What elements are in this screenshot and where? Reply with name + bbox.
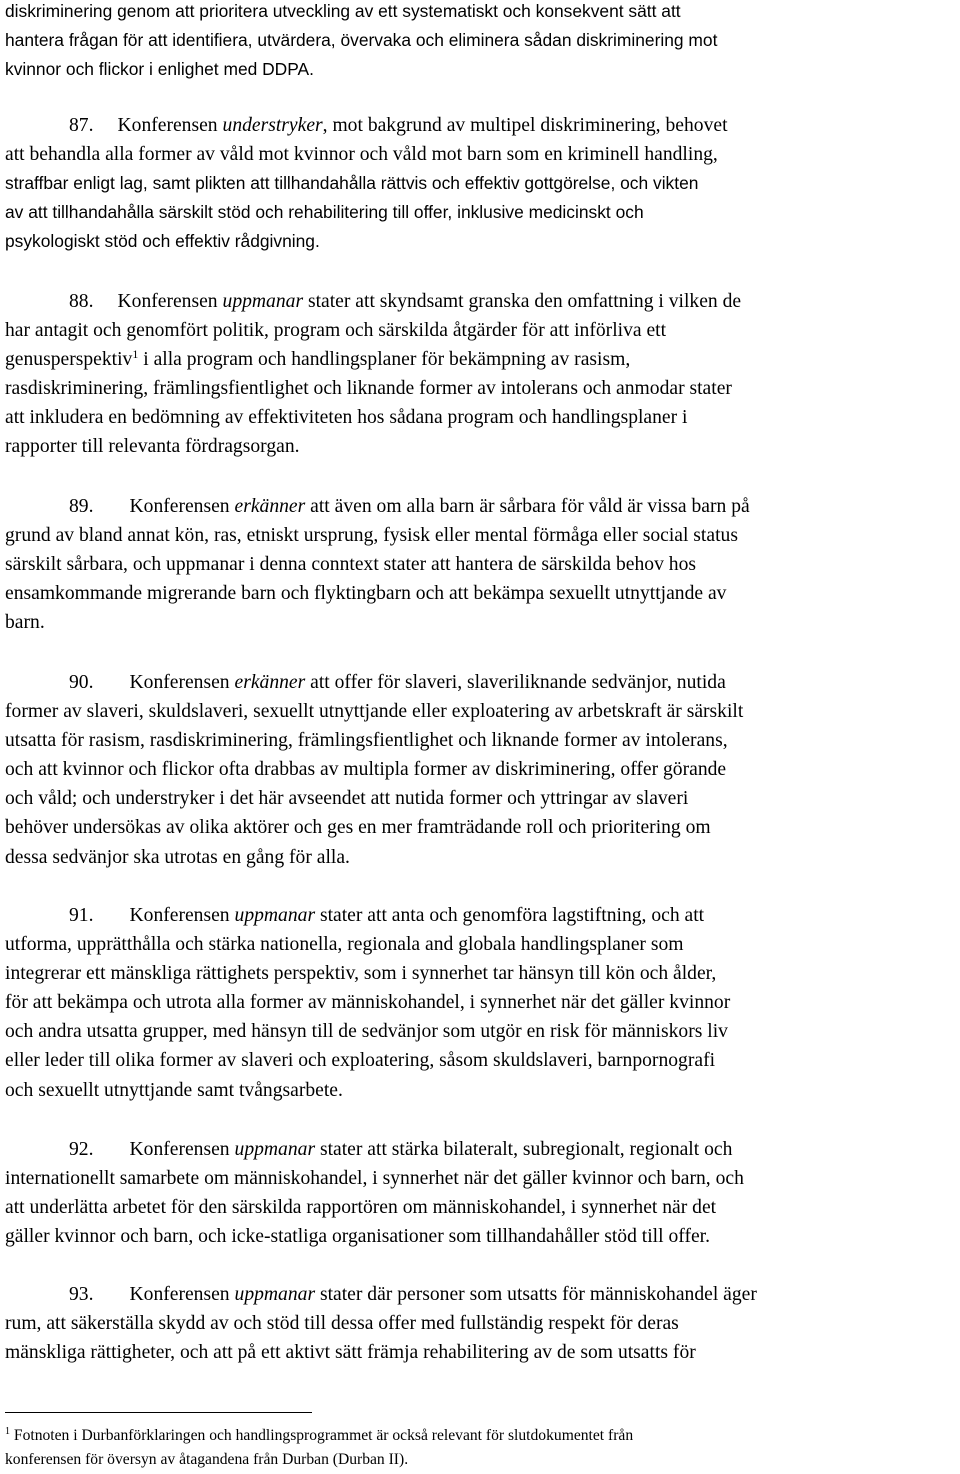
footnote-text: konferensen för översyn av åtagandena från Durban (Durban II).	[5, 1451, 409, 1468]
text-line: diskriminering genom att prioritera utveckling av ett systematiskt och konsekvent sätt att	[5, 1, 681, 21]
paragraph-88	[5, 287, 959, 462]
text-line: kvinnor och flickor i enlighet med DDPA.	[5, 59, 314, 80]
text-line: utsatta för rasism, rasdiskriminering, främlingsfientlighet och liknande former av intolerans,	[5, 730, 728, 752]
footnote	[5, 1424, 959, 1472]
paragraph-lead: Konferensen	[129, 672, 230, 693]
paragraph-90	[5, 668, 959, 872]
footnote-reference[interactable]: 1	[132, 347, 139, 362]
paragraph-number: 91.	[69, 905, 94, 926]
paragraph-first-line-rest: stater att skyndsamt granska den omfattning i vilken de	[303, 291, 742, 312]
paragraph-lead: Konferensen	[129, 1139, 230, 1160]
paragraph-verb: uppmanar	[234, 1139, 316, 1160]
text-line: att behandla alla former av våld mot kvinnor och våld mot barn som en kriminell handling,	[5, 144, 718, 166]
text-line: och våld; och understryker i det här avseendet att nutida former och yttringar av slaveri	[5, 788, 689, 810]
paragraph-lead: Konferensen	[117, 115, 218, 136]
text-line: barn.	[5, 612, 45, 634]
paragraph-lead: Konferensen	[129, 905, 230, 926]
text-line: rum, att säkerställa skydd av och stöd till dessa offer med fullständig respekt för deras	[5, 1313, 679, 1335]
footnote-marker: 1	[5, 1426, 10, 1437]
text-line: eller leder till olika former av slaveri och exploatering, såsom skuldslaveri, barnpornografi	[5, 1050, 716, 1072]
paragraph-number: 92.	[69, 1139, 94, 1160]
paragraph-92	[5, 1135, 959, 1251]
text-segment: i alla program och handlingsplaner för bekämpning av rasism,	[138, 349, 631, 371]
paragraph-verb: uppmanar	[222, 291, 304, 312]
text-line: internationellt samarbete om människohandel, i synnerhet när det gäller kvinnor och barn, och	[5, 1168, 744, 1190]
text-line: dessa sedvänjor ska utrotas en gång för alla.	[5, 846, 350, 868]
paragraph-lead: Konferensen	[129, 496, 230, 517]
text-line: utforma, upprätthålla och stärka nationella, regionala and globala handlingsplaner som	[5, 934, 684, 956]
paragraph-number: 93.	[69, 1284, 94, 1305]
paragraph-verb: erkänner	[234, 672, 306, 693]
paragraph-verb: understryker	[222, 115, 323, 136]
text-line: att underlätta arbetet för den särskilda rapportören om människohandel, i synnerhet när det	[5, 1197, 717, 1219]
text-line: former av slaveri, skuldslaveri, sexuellt utnyttjande eller exploatering av arbetskraft är särskilt	[5, 701, 744, 723]
paragraph-verb: erkänner	[234, 496, 306, 517]
text-line: har antagit och genomfört politik, program och särskilda åtgärder för att införliva ett	[5, 320, 667, 342]
paragraph-first-line-rest: stater att anta och genomföra lagstiftning, och att	[315, 905, 705, 926]
paragraph-lead: Konferensen	[129, 1284, 230, 1305]
paragraph-first-line-rest: att offer för slaveri, slaveriliknande sedvänjor, nutida	[305, 672, 726, 693]
text-line: psykologiskt stöd och effektiv rådgivning.	[5, 231, 320, 252]
footnote-separator	[5, 1412, 312, 1413]
text-line: och sexuellt utnyttjande samt tvångsarbete.	[5, 1079, 343, 1101]
paragraph-87	[5, 111, 959, 256]
text-line: och att kvinnor och flickor ofta drabbas av multipla former av diskriminering, offer görande	[5, 759, 727, 781]
paragraph-number: 89.	[69, 496, 94, 517]
intro-paragraph	[5, 0, 959, 84]
text-line: grund av bland annat kön, ras, etniskt ursprung, fysisk eller mental förmåga eller social status	[5, 525, 738, 547]
text-line: mänskliga rättigheter, och att på ett aktivt sätt främja rehabilitering av de som utsatts för	[5, 1342, 696, 1364]
paragraph-first-line-rest: , mot bakgrund av multipel diskriminering, behovet	[322, 115, 728, 136]
paragraph-number: 90.	[69, 672, 94, 693]
text-line: rapporter till relevanta fördragsorgan.	[5, 436, 300, 458]
paragraph-93	[5, 1280, 959, 1367]
text-line: rasdiskriminering, främlingsfientlighet och liknande former av intolerans och anmodar stater	[5, 378, 732, 400]
paragraph-verb: uppmanar	[234, 1284, 316, 1305]
paragraph-lead: Konferensen	[117, 291, 218, 312]
text-line: av att tillhandahålla särskilt stöd och rehabilitering till offer, inklusive medicinskt och	[5, 202, 644, 223]
paragraph-first-line-rest: stater där personer som utsatts för människohandel äger	[315, 1284, 757, 1305]
paragraph-first-line-rest: att även om alla barn är sårbara för våld är vissa barn på	[305, 496, 750, 517]
paragraph-number: 87.	[69, 115, 94, 136]
paragraph-91	[5, 901, 959, 1105]
text-line: gäller kvinnor och barn, och icke-statliga organisationer som tillhandahåller stöd till offer.	[5, 1226, 711, 1248]
text-line: för att bekämpa och utrota alla former av människohandel, i synnerhet när det gäller kvinnor	[5, 992, 731, 1014]
paragraph-89	[5, 492, 959, 637]
text-line: integrerar ett mänskliga rättighets perspektiv, som i synnerhet tar hänsyn till kön och ålder,	[5, 963, 717, 985]
paragraph-first-line-rest: stater att stärka bilateralt, subregionalt, regionalt och	[315, 1139, 733, 1160]
text-line: behöver undersökas av olika aktörer och ges en mer framträdande roll och prioritering om	[5, 817, 711, 839]
text-line: hantera frågan för att identifiera, utvärdera, övervaka och eliminera sådan diskriminering mot	[5, 30, 718, 51]
text-line: att inkludera en bedömning av effektiviteten hos sådana program och handlingsplaner i	[5, 407, 688, 429]
text-line: särskilt sårbara, och uppmanar i denna conntext stater att hantera de särskilda behov hos	[5, 554, 696, 576]
text-segment: genusperspektiv	[5, 349, 133, 371]
paragraph-number: 88.	[69, 291, 94, 312]
text-line: och andra utsatta grupper, med hänsyn till de sedvänjor som utgör en risk för människors liv	[5, 1021, 728, 1043]
text-line: straffbar enligt lag, samt plikten att tillhandahålla rättvis och effektiv gottgörelse, och vikten	[5, 173, 699, 194]
paragraph-verb: uppmanar	[234, 905, 316, 926]
text-line: ensamkommande migrerande barn och flyktingbarn och att bekämpa sexuellt utnyttjande av	[5, 583, 727, 605]
footnote-text: Fotnoten i Durbanförklaringen och handlingsprogrammet är också relevant för slutdokumentet från	[10, 1427, 634, 1444]
